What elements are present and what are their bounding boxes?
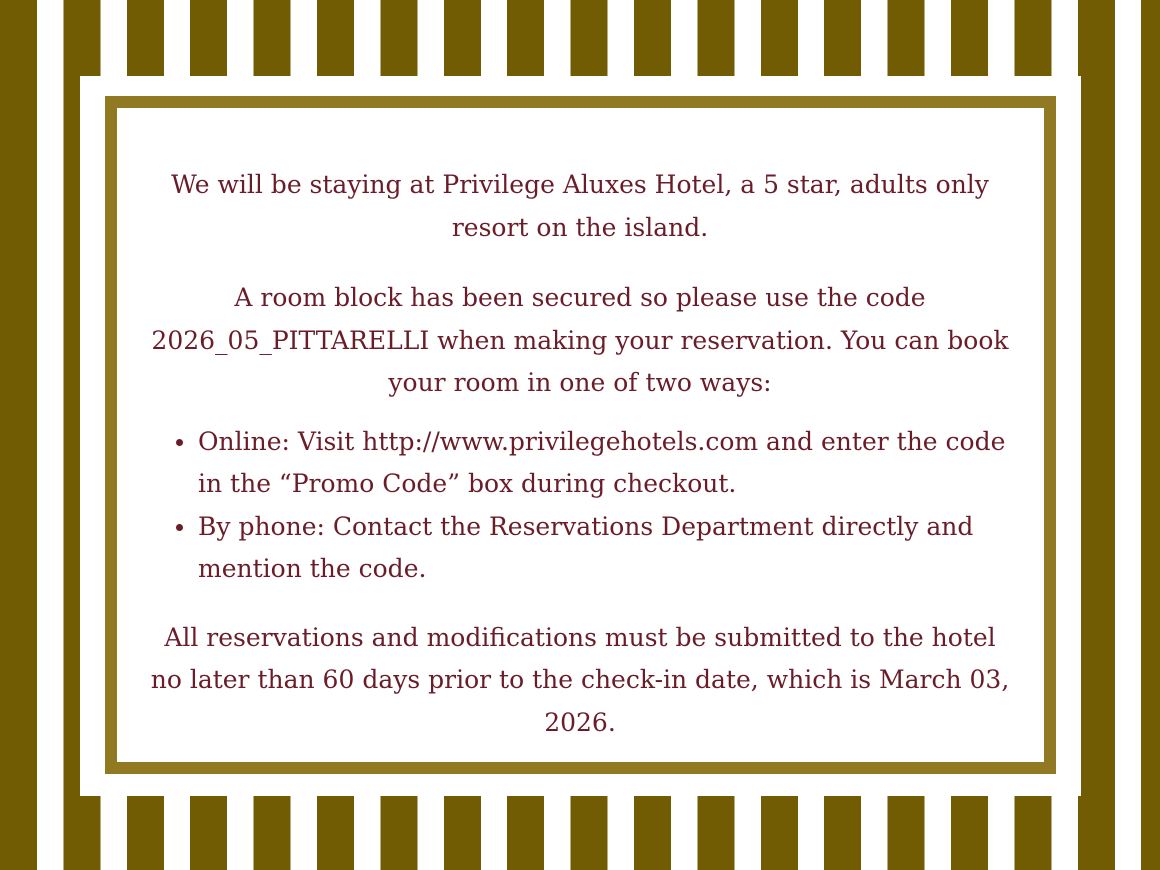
- deadline-paragraph: All reservations and modifications must be submitted to the hotel no later than 60 days prior to the check-in date, which is March 03, 2026.: [150, 622, 1010, 737]
- booking-option-online: Online: Visit http://www.privilegehotels.com and enter the code in the “Promo Code” box during checkout.: [198, 421, 1010, 506]
- booking-option-phone: By phone: Contact the Reservations Department directly and mention the code.: [198, 506, 1010, 591]
- booking-options-list: [150, 421, 1010, 591]
- intro-paragraph: We will be staying at Privilege Aluxes Hotel, a 5 star, adults only resort on the island.: [171, 170, 989, 242]
- room-block-paragraph: A room block has been secured so please use the code 2026_05_PITTARELLI when making your reservation. You can book your room in one of two ways:: [151, 283, 1009, 397]
- reservation-info-card: [150, 164, 1010, 744]
